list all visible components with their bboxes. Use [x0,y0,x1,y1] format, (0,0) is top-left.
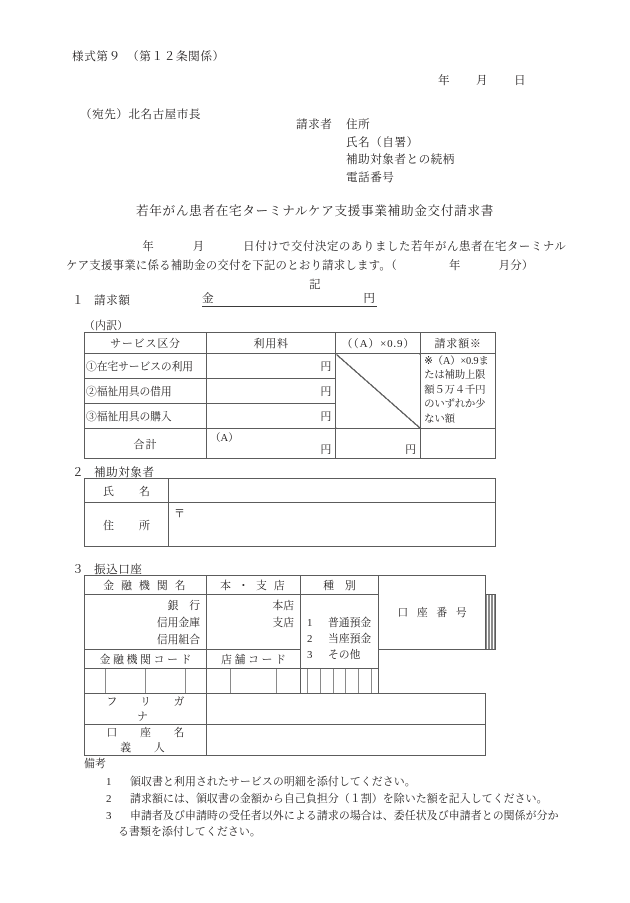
claimant-field-relationship: 補助対象者との続柄 [346,153,455,166]
section-1-claim-amount [72,291,377,308]
subject-person-table [84,478,496,547]
claimant-field-phone: 電話番号 [346,170,395,184]
section-1-number: １ [72,294,84,307]
total-fee-cell[interactable] [206,429,335,459]
institution-kind-bank: 銀 行 [167,600,200,612]
intro-paragraph [66,238,566,276]
breakdown-table [84,332,496,459]
account-number-cells-bottom[interactable] [301,669,379,694]
claimant-field-address: 住所 [346,118,371,131]
table-row [85,694,496,725]
remark-1-number: 1 [106,775,112,788]
branch-kind-options[interactable] [207,595,301,650]
furigana-label: フ リ ガ ナ [85,694,207,725]
claim-amount-field[interactable] [202,291,377,307]
account-kind-option-1[interactable]: 1 普通預金 [307,617,372,629]
total-a-marker: （A） [209,433,239,445]
institution-kind-kumiai: 信用組合 [156,634,200,646]
table-row [85,479,496,503]
account-holder-label: 口 座 名 義 人 [85,725,207,756]
person-address-value[interactable]: 〒 [169,503,496,547]
section-3-label: 振込口座 [94,563,143,576]
total-calc-unit: 円 [405,444,417,457]
table-header-row [85,576,496,595]
bank-account-table [84,575,496,756]
account-holder-value[interactable] [207,725,486,756]
institution-code-cells[interactable] [85,669,207,694]
service-row-3-fee[interactable]: 円 [206,404,335,429]
person-address-label: 住 所 [85,503,169,547]
calculated-diagonal-cell [336,354,421,429]
page-title: 若年がん患者在宅ターミナルケア支援事業補助金交付請求書 [135,204,495,218]
table-header-row [85,650,496,669]
remark-3-text-line-2: る書類を添付してください。 [118,826,261,839]
service-row-1-fee[interactable]: 円 [206,354,335,379]
header-institution-name: 金 融 機 関 名 [85,576,207,595]
account-kind-option-2[interactable]: 2 当座預金 [307,633,372,645]
form-number: 様式第９ （第１２条関係） [72,50,225,63]
intro-text-1: 日付けで交付決定のありました若年がん患者在宅ターミナルケア [66,241,566,272]
institution-code-grid [85,669,206,693]
remark-1-text: 領収書と利用されたサービスの明細を添付してください。 [130,775,416,788]
list-item [84,774,564,791]
account-kind-options[interactable] [301,595,379,669]
table-row [85,503,496,547]
account-number-cells-top[interactable] [486,595,496,650]
claimant-label: 請求者 [296,118,333,131]
branch-kind-head: 本店 [272,600,294,612]
service-row-2-label: ②福祉用具の借用 [85,379,207,404]
intro-year-label: 年 [142,241,155,253]
remark-2-text: 請求額には、領収書の金額から自己負担分（１割）を除いた額を記入してください。 [130,792,548,805]
person-name-value[interactable] [169,479,496,503]
date-day-label: 日 [514,74,526,87]
date-month-label: 月 [476,74,488,87]
remark-2-number: 2 [106,792,112,805]
list-item [84,791,564,808]
breakdown-label: （内訳） [84,320,129,332]
service-row-2-fee[interactable]: 円 [206,379,335,404]
header-claim-amount: 請求額※ [421,333,496,354]
money-kanji: 金 [202,292,214,305]
branch-code-cells[interactable] [207,669,301,694]
date-year-label: 年 [438,74,450,87]
account-number-grid-bottom [301,669,378,693]
table-row [85,669,496,694]
total-calculated-cell[interactable] [336,429,421,459]
remark-3-number: 3 [106,809,112,822]
intro-text-2: 支援事業に係る補助金の交付を下記のとおり請求します。（ [89,260,397,272]
claimant-block [296,116,455,186]
header-calculated: （（A）×0.9） [336,333,421,354]
table-header-row [85,333,496,354]
total-label: 合計 [85,429,207,459]
addressee: （宛先）北名古屋市長 [80,108,201,121]
remarks-list [84,774,564,841]
remark-3-text-line-1: 申請者及び申請時の受任者以外による請求の場合は、委任状及び申請者との関係が分か [130,809,559,822]
claim-amount-note: ※（A）×0.9または補助上限額５万４千円のいずれか少ない額 [421,354,496,429]
section-1-label: 請求額 [94,294,131,307]
table-row [85,725,496,756]
section-2-label: 補助対象者 [94,466,155,479]
total-claim-cell[interactable] [421,429,496,459]
header-account-number: 口 座 番 号 [379,576,486,650]
remarks-section [84,756,564,841]
claimant-field-name: 氏名（自署） [346,135,419,149]
branch-code-grid [207,669,300,693]
ki-marker: 記 [309,279,321,291]
intro-paren-month: 月分） [498,260,534,272]
table-total-row [85,429,496,459]
header-branch-code: 店 舗 コ ー ド [207,650,301,669]
person-name-label: 氏 名 [85,479,169,503]
account-kind-option-3[interactable]: 3 その他 [307,649,361,661]
header-account-kind: 種 別 [301,576,379,595]
header-usage-fee: 利用料 [206,333,335,354]
service-row-3-label: ③福祉用具の購入 [85,404,207,429]
section-3-number: ３ [72,563,85,576]
intro-paren-year: 年 [448,260,461,272]
section-2-number: ２ [72,466,85,479]
header-institution-code: 金 融 機 関 コ ー ド [85,650,207,669]
yen-unit: 円 [363,292,375,305]
furigana-value[interactable] [207,694,486,725]
institution-kind-options[interactable] [85,595,207,650]
institution-kind-shinkin: 信用金庫 [156,617,200,629]
branch-kind-branch: 支店 [272,617,294,629]
account-number-grid-top [486,595,495,649]
list-item [84,808,564,841]
remarks-heading: 備考 [84,758,106,770]
header-branch: 本 ・ 支 店 [207,576,301,595]
header-service-category: サービス区分 [85,333,207,354]
intro-month-label: 月 [192,241,205,253]
service-row-1-label: ①在宅サービスの利用 [85,354,207,379]
date-line [438,72,526,88]
total-fee-unit: 円 [320,444,332,457]
table-row [85,354,496,379]
